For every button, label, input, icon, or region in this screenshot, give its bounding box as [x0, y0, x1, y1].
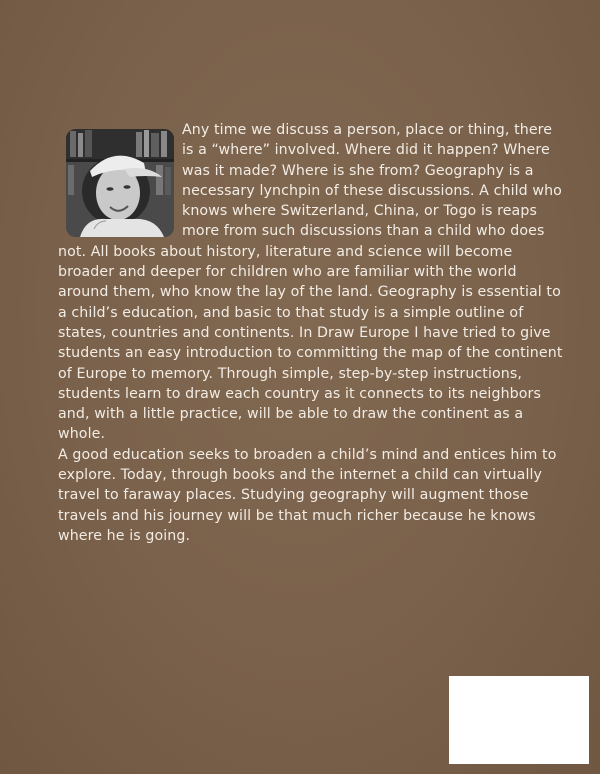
- description-text: [58, 120, 563, 546]
- barcode-area: [449, 676, 589, 764]
- paragraph-1: Any time we discuss a person, place or thing, there is a “where” involved. Where did it happen? Where was it made? Where is she from? Geography is a necessary lynchpin of these discussions. A child who knows where Switzerland, China, or Togo is reaps more from such discussions than a child who does not. All books about history, literature and science will become broader and deeper for children who are familiar with the world around them, who know the lay of the land. Geography is essential to a child’s education, and basic to that study is a simple outline of states, countries and continents. In Draw Europe I have tried to give students an easy introduction to committing the map of the continent of Europe to memory. Through simple, step-by-step instructions, students learn to draw each country as it connects to its neighbors and, with a little practice, will be able to draw the continent as a whole.: [58, 122, 563, 443]
- paragraph-2: A good education seeks to broaden a child’s mind and entices him to explore. Today, through books and the internet a child can virtually travel to faraway places. Studying geography will augment those travels and his journey will be that much richer because he knows where he is going.: [58, 446, 557, 544]
- photo-wrap-spacer: [58, 120, 182, 240]
